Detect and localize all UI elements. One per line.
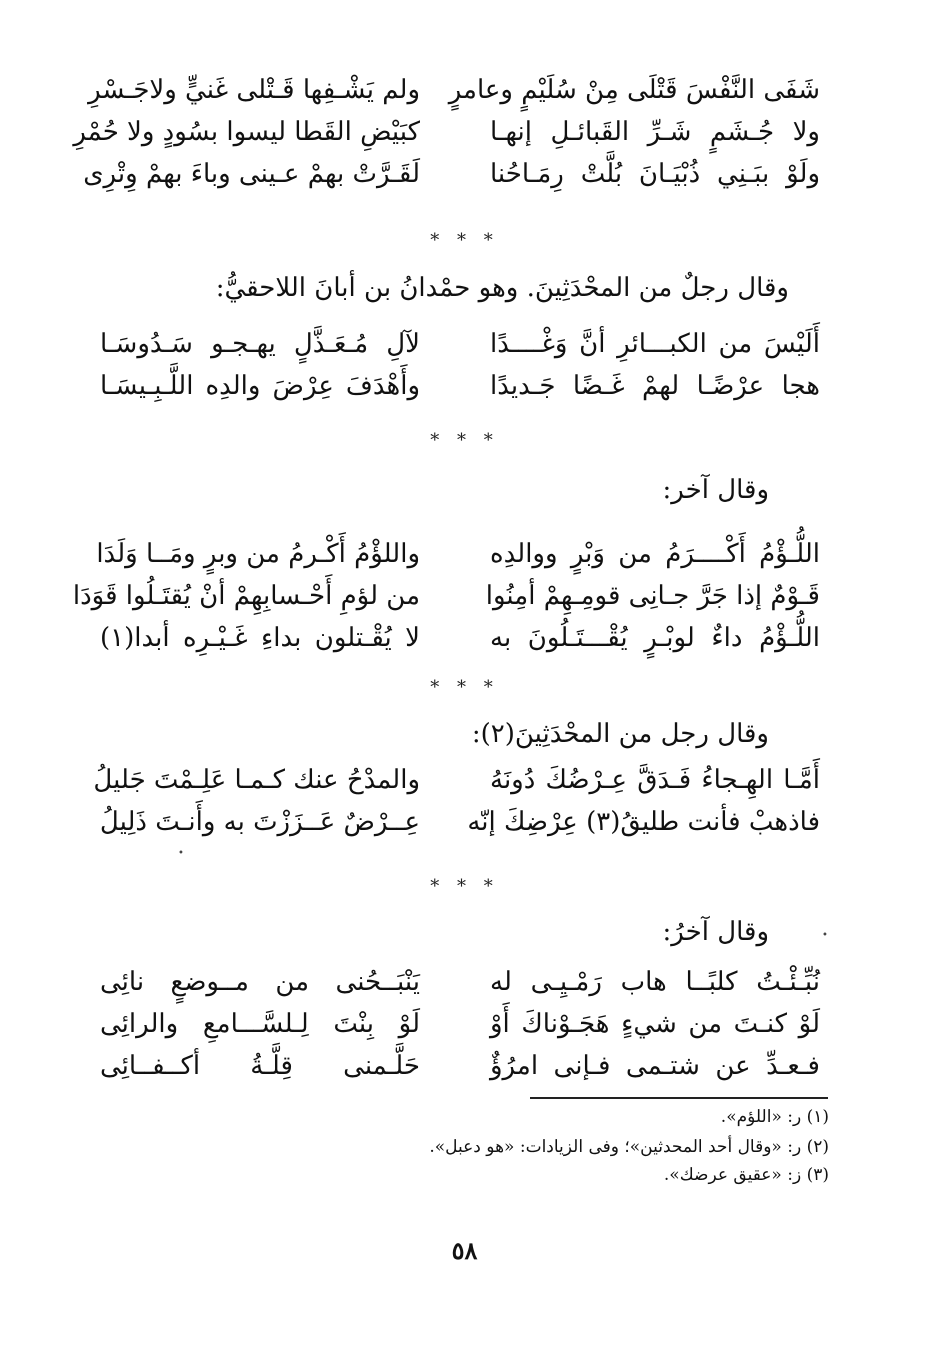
first-hemistich: لَوْ كنـتَ من شيءٍ هَجَـوْناكَ أَوْ bbox=[490, 1009, 820, 1039]
first-hemistich: أَلَيْسَ من الكبـــائرِ أنَّ وَغْــــدًا bbox=[490, 329, 820, 359]
section-intro: وقال رجلٌ من المحْدَثِينَ. وهو حمْدانُ بن أبانَ اللاحقيُّ: bbox=[215, 273, 789, 303]
poem-couplet bbox=[83, 150, 820, 198]
page-number: ٥٨ bbox=[451, 1236, 478, 1265]
poem-couplet bbox=[100, 614, 820, 662]
second-hemistich: حَلَّـمنى قِلَّـةُ أكــفــائِى bbox=[100, 1051, 420, 1081]
first-hemistich: قَـوْمٌ إذا جَرَّ جـانِى قومِـهِمْ أمِنُوا bbox=[485, 581, 820, 611]
first-hemistich: نُبِّـئْـتُ كلبًــا هاب رَمْـيِـى له bbox=[490, 967, 820, 997]
first-hemistich: ولَوْ ببَـنِي ذُبْيَـانَ بُلَّتْ رِمَـاحُنا bbox=[490, 159, 820, 189]
poem-couplet bbox=[100, 1000, 820, 1048]
second-hemistich: كبَيْضِ القَطا ليسوا بسُودٍ ولا حُمْرِ bbox=[73, 117, 420, 147]
footnote: (٢) ر: «وقال أحد المحدثين»؛ وفى الزيادات: «هو دعبل». bbox=[429, 1137, 829, 1157]
second-hemistich: واللؤْمُ أَكْـرمُ من وبرٍ ومَــا وَلَدَا bbox=[96, 539, 420, 569]
scan-speck: • bbox=[822, 930, 828, 941]
poem-couplet bbox=[100, 1042, 820, 1090]
poem-couplet bbox=[100, 362, 820, 410]
first-hemistich: فاذهبْ فأنت طليقُ(٣) عِرْضِكَ إنّه bbox=[467, 807, 820, 837]
section-separator: * * * bbox=[430, 677, 499, 698]
first-hemistich: اللُّـؤْمُ أَكْــــرَمُ من وَبْرٍ ووالدِه bbox=[490, 539, 820, 569]
second-hemistich: لا يُقْـتلون بداءِ غَـيْـرِه أبدا(١) bbox=[100, 623, 420, 653]
poem-couplet bbox=[93, 756, 820, 804]
first-hemistich: هجا عرْضًـا لهمْ غَـضًا جَـديدًا bbox=[490, 371, 820, 401]
section-intro: وقال آخر: bbox=[662, 475, 769, 505]
scan-speck: • bbox=[178, 848, 184, 859]
second-hemistich: والمدْحُ عنك كـمـا عَلِـمْتَ جَليلُ bbox=[93, 765, 420, 795]
second-hemistich: لَوْ بِنْتَ لِـلسَّـــامعِ والرائِى bbox=[100, 1009, 420, 1039]
second-hemistich: وأَهْدَفَ عِرْضَ والدِه اللَّـبِـيسَـا bbox=[100, 371, 420, 401]
first-hemistich: فـعـدِّ عن شتـمى فـإنى امرُؤٌ bbox=[490, 1051, 820, 1081]
poem-couplet bbox=[100, 958, 820, 1006]
first-hemistich: أَمَّـا الهِـجاءُ فَـدَقَّ عِـرْضُكَ دُونَهُ bbox=[490, 765, 820, 795]
footnote: (١) ر: «اللؤم». bbox=[720, 1107, 829, 1127]
footnote-rule bbox=[530, 1097, 828, 1099]
poem-couplet bbox=[96, 530, 820, 578]
second-hemistich: لآلِ مُـعَـذَّلٍ يهـجـو سَـدُوسَـا bbox=[100, 329, 420, 359]
poem-couplet bbox=[88, 66, 820, 114]
poem-couplet bbox=[100, 320, 820, 368]
section-intro: وقال آخرُ: bbox=[662, 917, 769, 947]
second-hemistich: يَنْبَــحُنى من مــوضعٍ نائِى bbox=[100, 967, 420, 997]
section-separator: * * * bbox=[430, 876, 499, 897]
section-separator: * * * bbox=[430, 230, 499, 251]
second-hemistich: عِــرْضٌ عَــزَزْتَ به وأَنـتَ ذَلِيلُ bbox=[99, 807, 420, 837]
section-separator: * * * bbox=[430, 430, 499, 451]
first-hemistich: اللُّـؤْمُ داءٌ لوبْـرٍ يُقْـــتَـلُونَ به bbox=[490, 623, 820, 653]
second-hemistich: لَقَـرَّتْ بهمْ عـينى وباءَ بهمْ وِتْرِى bbox=[83, 159, 420, 189]
poem-couplet bbox=[72, 572, 820, 620]
first-hemistich: شَفَى النَّفْسَ قَتْلَى مِنْ سُلَيْمٍ وعامرٍ bbox=[448, 75, 820, 105]
poem-couplet bbox=[73, 108, 820, 156]
poem-couplet bbox=[100, 798, 820, 846]
first-hemistich: ولا جُـشَمٍ شَـرِّ القَبائـلِ إنهـا bbox=[490, 117, 820, 147]
second-hemistich: ولم يَشْـفِها قَـتْلى غَنيٍّ ولاجَـسْرِ bbox=[88, 75, 420, 105]
second-hemistich: من لؤمِ أَحْـسابِهِمْ أنْ يُقتَـلُوا قَوَدَا bbox=[72, 581, 420, 611]
footnote: (٣) ز: «عقيق عرضك». bbox=[663, 1165, 829, 1185]
section-intro: وقال رجل من المحْدَثِينَ(٢): bbox=[471, 719, 769, 749]
